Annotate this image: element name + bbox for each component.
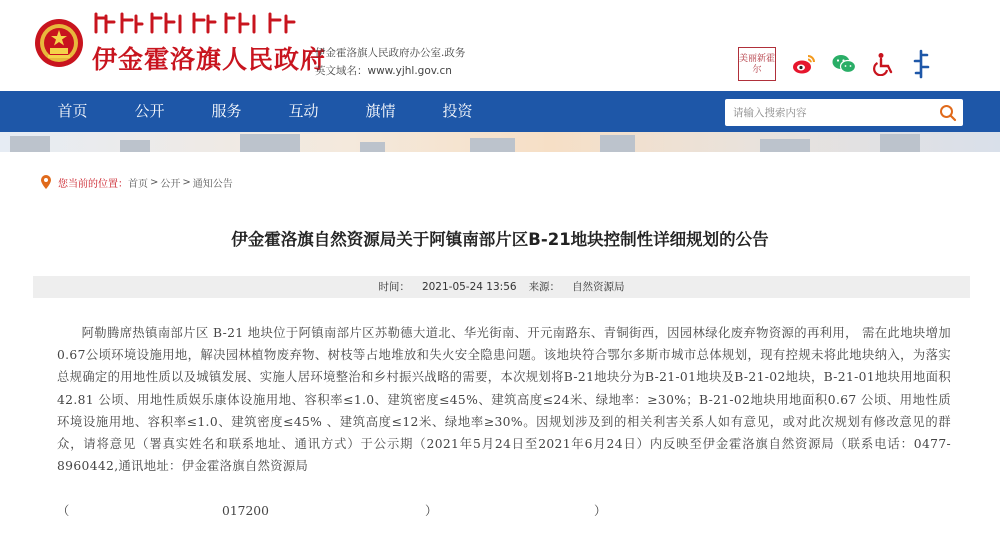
time-field — [378, 281, 516, 293]
breadcrumb-public[interactable]: 公开 — [160, 178, 181, 190]
nav-item-home[interactable]: 首页 — [57, 102, 88, 120]
nav-item-public[interactable]: 公开 — [134, 102, 165, 120]
site-info-line2: 英文域名：www.yjhl.gov.cn — [315, 65, 452, 77]
search-input[interactable] — [733, 99, 928, 126]
nav-item-service[interactable]: 服务 — [211, 102, 242, 120]
seal-icon[interactable]: 美丽新霍尔 — [738, 47, 776, 81]
article-title: 伊金霍洛旗自然资源局关于阿镇南部片区B-21地块控制性详细规划的公告 — [231, 230, 769, 249]
search-icon[interactable] — [939, 104, 957, 122]
nav-item-invest[interactable]: 投资 — [442, 102, 473, 120]
article-body — [57, 322, 951, 477]
national-emblem-icon — [34, 18, 84, 68]
breadcrumb-separator: > — [150, 176, 159, 188]
banner-skyline — [0, 132, 1000, 152]
nav-item-interact[interactable]: 互动 — [288, 102, 319, 120]
search-box — [725, 99, 963, 126]
breadcrumb — [40, 174, 233, 190]
header-icons — [738, 46, 948, 82]
article-source: 自然资源局 — [572, 281, 625, 293]
mongolian-script-icon[interactable] — [910, 49, 932, 79]
nav-item-banner-info[interactable]: 旗情 — [365, 102, 396, 120]
mongolian-title-logo — [92, 10, 302, 36]
accessibility-icon[interactable] — [872, 52, 894, 76]
wechat-icon[interactable] — [832, 53, 856, 75]
source-field — [529, 281, 625, 293]
site-name[interactable]: 伊金霍洛旗人民政府 — [92, 45, 327, 74]
source-label: 来源： — [528, 281, 561, 293]
article-paragraph: 阿勒腾席热镇南部片区 B-21 地块位于阿镇南部片区苏勒德大道北、华光街南、开元南路东、青铜街西，因园林绿化废弃物资源的再利用， 需在此地块增加0.67公顷环境设施用地，解决园林植物废弃物、树枝等占地堆放和失火安全隐患问题。该地块符合鄂尔多斯市城市总体规划，现有控规未将此地块纳入，为落实总规确定的用地性质以及城镇发展、实施人居环境整治和乡村振兴战略的需要，本次规划将B-21地块分为B-21-01地块及B-21-02地块，B-21-01地块用地面积42.81 公顷、用地性质娱乐康体设施用地、容积率≤1.0、建筑密度≤45%、建筑高度≤24米、绿地率：≥30%；B-21-02地块用地面积0.67 公顷、用地性质环境设施用地、容积率≤1.0、建筑密度≤45% 、建筑高度≤12米、绿地率≥30%。因规划涉及到的相关利害关系人如有意见，或对此次规划有修改意见的群众，请将意见（署真实姓名和联系地址、通讯方式）于公示期（2021年5月24日至2021年6月24日）内反映至伊金霍洛旗自然资源局（联系电话：0477-8960442,通讯地址：伊金霍洛旗自然资源局 — [57, 326, 951, 474]
site-info-line1: 伊金霍洛旗人民政府办公室.政务 — [315, 47, 466, 59]
breadcrumb-separator: > — [182, 176, 191, 188]
site-info — [315, 44, 465, 80]
publish-time: 2021-05-24 13:56 — [421, 281, 517, 293]
address-open-paren: （ — [57, 504, 70, 518]
breadcrumb-notices[interactable]: 通知公告 — [192, 178, 233, 190]
site-header — [0, 0, 1000, 91]
article-meta — [33, 276, 970, 298]
address-close-paren-outer: ） — [594, 504, 607, 518]
time-label: 时间： — [378, 281, 410, 293]
weibo-icon[interactable] — [792, 53, 816, 75]
nav-items — [34, 91, 496, 132]
address-close-paren: ） — [425, 504, 438, 518]
location-pin-icon — [40, 175, 52, 189]
breadcrumb-label: 您当前的位置： — [58, 178, 128, 190]
postcode: 017200 — [222, 504, 269, 518]
breadcrumb-home[interactable]: 首页 — [128, 178, 148, 190]
